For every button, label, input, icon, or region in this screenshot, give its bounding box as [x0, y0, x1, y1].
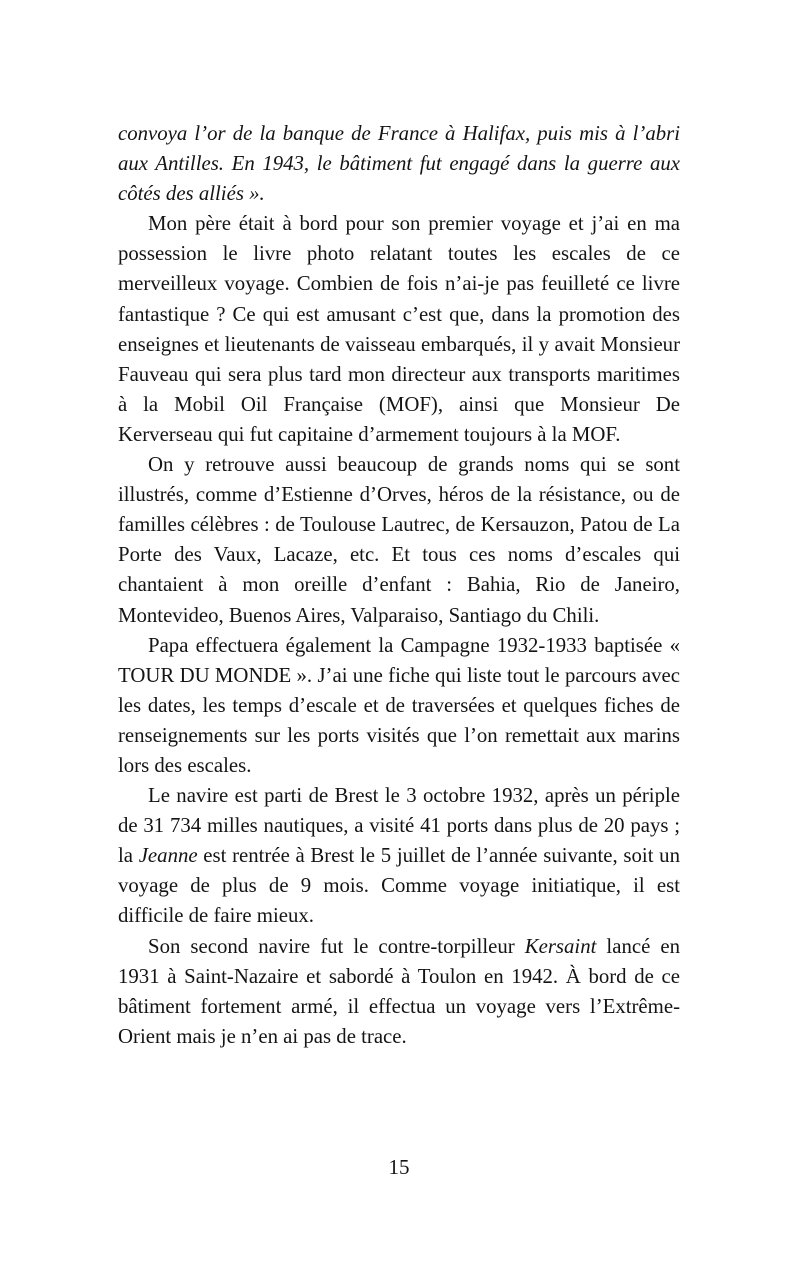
paragraph-text: Son second navire fut le contre-torpilleur — [148, 934, 525, 958]
paragraph — [118, 932, 680, 1052]
paragraph-text: Papa effectuera également la Campagne 1932-1933 baptisée « TOUR DU MONDE ». J’ai une fiche qui liste tout le parcours avec les dates, les temps d’escale et de traversées et quelques fiches de renseignements sur les ports visités que l’on remettait aux marins lors des escales. — [118, 633, 680, 777]
paragraph-text: Mon père était à bord pour son premier voyage et j’ai en ma possession le livre photo relatant toutes les escales de ce merveilleux voyage. Combien de fois n’ai-je pas feuilleté ce livre fantastique ? Ce qui est amusant c’est que, dans la promotion des enseignes et lieutenants de vaisseau embarqués, il y avait Monsieur Fauveau qui sera plus tard mon directeur aux transports maritimes à la Mobil Oil Française (MOF), ainsi que Monsieur De Kerverseau qui fut capitaine d’armement toujours à la MOF. — [118, 212, 680, 446]
paragraph — [118, 450, 680, 631]
paragraph — [118, 209, 680, 450]
paragraph-text: convoya l’or de la banque de France à Halifax, puis mis à l’abri aux Antilles. En 1943, le bâtiment fut engagé dans la guerre aux côtés des alliés ». — [118, 122, 680, 206]
paragraph — [118, 781, 680, 931]
paragraph-text: Le navire est parti de Brest le 3 octobre 1932, après un périple de 31 734 milles nautiques, a visité 41 ports dans plus de 20 pays ; la — [118, 784, 680, 868]
paragraph-text: lancé en 1931 à Saint-Nazaire et sabordé à Toulon en 1942. À bord de ce bâtiment fortement armé, il effectua un voyage vers l’Extrême-Orient mais je n’en ai pas de trace. — [118, 934, 680, 1048]
paragraph — [118, 119, 680, 209]
italic-title: Jeanne — [138, 844, 198, 868]
page-text-block — [118, 119, 680, 1052]
paragraph-text: est rentrée à Brest le 5 juillet de l’année suivante, soit un voyage de plus de 9 mois. Comme voyage initiatique, il est difficile de faire mieux. — [118, 844, 680, 928]
italic-title: Kersaint — [524, 934, 597, 958]
paragraph-text: On y retrouve aussi beaucoup de grands noms qui se sont illustrés, comme d’Estienne d’Orves, héros de la résistance, ou de familles célèbres : de Toulouse Lautrec, de Kersauzon, Patou de La Porte des Vaux, Lacaze, etc. Et tous ces noms d’escales qui chantaient à mon oreille d’enfant : Bahia, Rio de Janeiro, Montevideo, Buenos Aires, Valparaiso, Santiago du Chili. — [118, 453, 680, 627]
paragraph — [118, 631, 680, 781]
page-number: 15 — [388, 1155, 410, 1179]
